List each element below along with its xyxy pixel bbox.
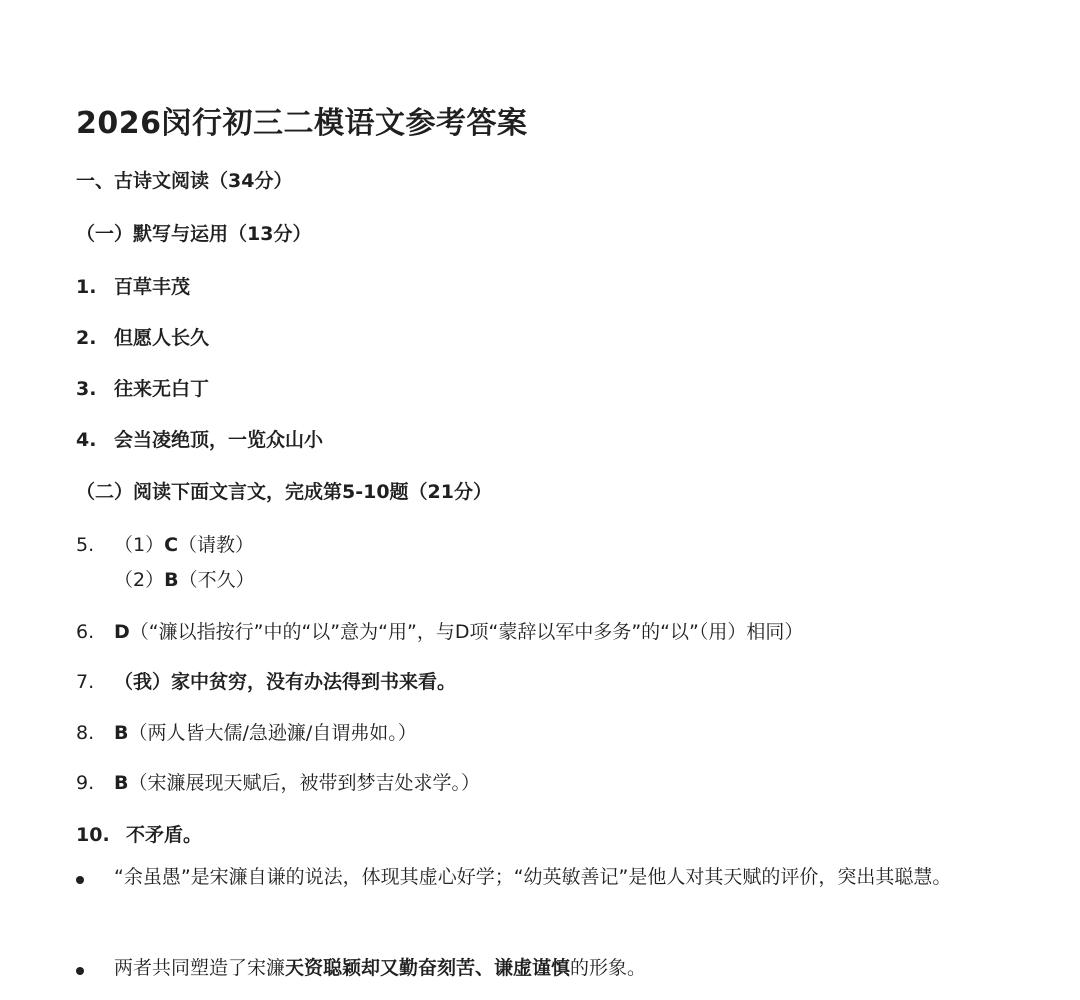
answer-text: 百草丰茂 bbox=[114, 276, 191, 298]
answer-7 bbox=[76, 667, 456, 694]
bullet-text-end: 的形象。 bbox=[570, 957, 647, 979]
answer-choice: C bbox=[164, 534, 179, 556]
answer-note: （不久） bbox=[178, 569, 255, 591]
page-title: 2026闵行初三二模语文参考答案 bbox=[76, 106, 528, 141]
answer-text: 不矛盾。 bbox=[126, 824, 203, 846]
part-heading-1: （一）默写与运用（13分） bbox=[76, 223, 312, 245]
answer-number: 2. bbox=[76, 327, 97, 349]
answer-note: （“濂以指按行”中的“以”意为“用”，与D项“蒙辞以军中多务”的“以”（用）相同） bbox=[129, 621, 804, 643]
answer-10 bbox=[76, 820, 202, 847]
answer-text: 会当凌绝顶，一览众山小 bbox=[114, 429, 324, 451]
bullet-dot bbox=[76, 876, 84, 884]
answer-choice: B bbox=[164, 569, 179, 591]
answer-number: 9. bbox=[76, 772, 95, 794]
answer-text: 但愿人长久 bbox=[114, 327, 210, 349]
answer-1 bbox=[76, 272, 190, 299]
bullet-text bbox=[114, 951, 1014, 985]
section-heading-1: 一、古诗文阅读（34分） bbox=[76, 170, 293, 192]
answer-number: 7. bbox=[76, 671, 95, 693]
part-heading-2: （二）阅读下面文言文，完成第5-10题（21分） bbox=[76, 481, 492, 503]
answer-choice: B bbox=[114, 772, 129, 794]
answer-number: 3. bbox=[76, 378, 97, 400]
answer-9 bbox=[76, 768, 480, 795]
bullet-emphasis: 天资聪颖却又勤奋刻苦、谦虚谨慎 bbox=[285, 957, 571, 979]
answer-number: 6. bbox=[76, 621, 95, 643]
answer-text: 往来无白丁 bbox=[114, 378, 210, 400]
answer-number: 10. bbox=[76, 824, 110, 846]
answer-choice: D bbox=[114, 621, 130, 643]
bullet-text-start: 两者共同塑造了宋濂 bbox=[114, 957, 286, 979]
answer-8 bbox=[76, 718, 417, 745]
answer-3 bbox=[76, 374, 209, 401]
answer-note: （请教） bbox=[178, 534, 255, 556]
answer-number: 1. bbox=[76, 276, 97, 298]
answer-number: 8. bbox=[76, 722, 95, 744]
answer-choice: B bbox=[114, 722, 129, 744]
answer-note: （两人皆大儒/急逊濂/自谓弗如。） bbox=[128, 722, 417, 744]
answer-number: 4. bbox=[76, 429, 97, 451]
answer-2 bbox=[76, 323, 209, 350]
answer-5a bbox=[76, 530, 254, 557]
answer-6 bbox=[76, 617, 803, 644]
sub-label: （1） bbox=[114, 534, 165, 556]
answer-number: 5. bbox=[76, 534, 95, 556]
sub-label: （2） bbox=[114, 569, 165, 591]
answer-text: （我）家中贫穷，没有办法得到书来看。 bbox=[114, 671, 457, 693]
answer-note: （宋濂展现天赋后，被带到梦吉处求学。） bbox=[128, 772, 480, 794]
answer-4 bbox=[76, 425, 323, 452]
bullet-dot bbox=[76, 967, 84, 975]
answer-5b bbox=[114, 565, 255, 592]
bullet-text: “余虽愚”是宋濂自谦的说法，体现其虚心好学；“幼英敏善记”是他人对其天赋的评价，突出其聪慧。 bbox=[114, 866, 952, 888]
